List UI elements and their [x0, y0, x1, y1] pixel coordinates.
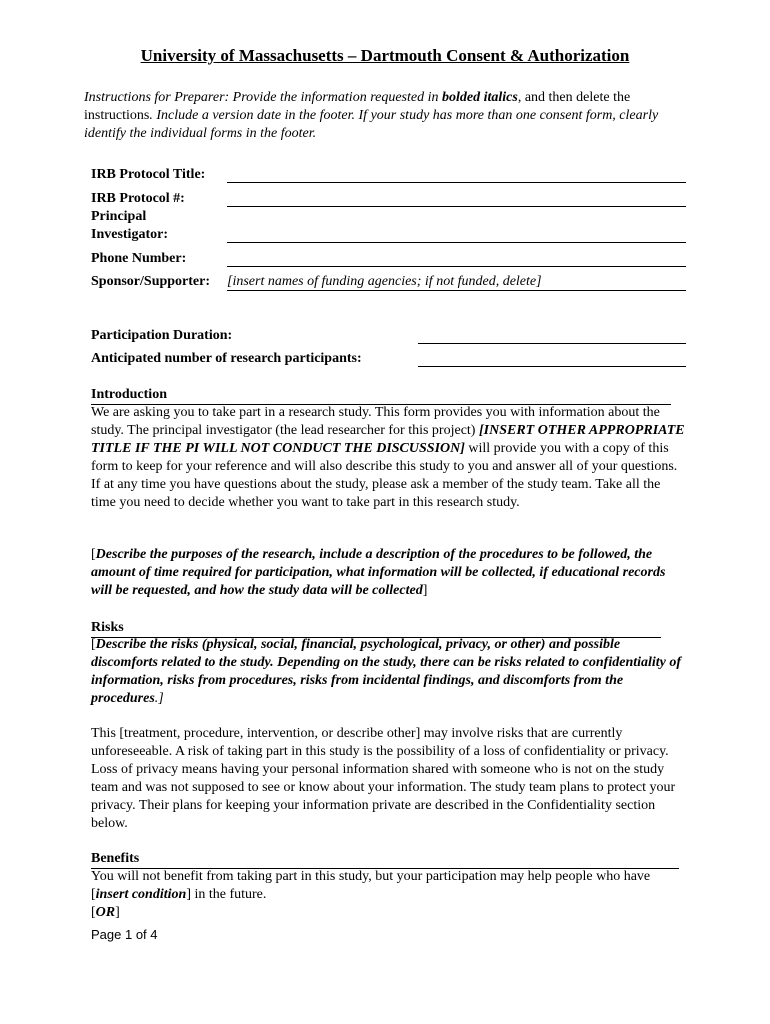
- intro-text-c: will provide you with a copy of this form to keep for your reference and will also describe this study to you and answer all of your questions. If at any time you have questions about the study, please ask a member of the study team. Take all the time you need to decide whether you want to take part in this research study.: [91, 441, 678, 510]
- sponsor-value: [insert names of funding agencies; if not funded, delete]: [227, 274, 542, 289]
- document-title: University of Massachusetts – Dartmouth Consent & Authorization: [140, 46, 630, 65]
- benefits-condition: insert condition: [95, 887, 187, 902]
- intro-text-a: We are asking you to take part in a research study. This form provides you with information about the study. The principal investigator (the lead researcher for this project): [91, 405, 660, 438]
- pi-label-line1: Principal: [91, 209, 147, 224]
- instructions-text-2: , and then delete the instructions: [84, 90, 631, 123]
- pi-label-line2: Investigator:: [91, 227, 168, 242]
- duration-label: Participation Duration:: [91, 328, 233, 343]
- or-text: OR: [95, 905, 116, 920]
- benefits-paragraph-1: [91, 868, 687, 904]
- participants-field[interactable]: [418, 366, 686, 367]
- risks-bracket-open: [: [91, 637, 96, 652]
- benefits-text-c: ] in the future.: [186, 887, 267, 902]
- intro-bracket-close: ]: [422, 583, 428, 598]
- irb-number-field[interactable]: [227, 206, 686, 207]
- benefits-or-line: [91, 904, 687, 922]
- irb-title-field[interactable]: [227, 182, 686, 183]
- intro-text-bold: [INSERT OTHER APPROPRIATE TITLE IF THE PI WILL NOT CONDUCT THE DISCUSSION]: [91, 423, 685, 456]
- or-bracket-close: ]: [115, 905, 120, 920]
- phone-label: Phone Number:: [91, 251, 187, 266]
- benefits-text-a: You will not benefit from taking part in this study, but your participation may help people who have [: [91, 869, 651, 902]
- instructions-text-3: . Include a version date in the footer. If your study has more than one consent form, clearly identify the individual forms in the footer.: [84, 108, 659, 141]
- instructions-bold: bolded italics: [442, 90, 518, 105]
- irb-title-label: IRB Protocol Title:: [91, 167, 206, 182]
- duration-field[interactable]: [418, 343, 686, 344]
- risks-heading: Risks: [91, 619, 661, 638]
- irb-number-label: IRB Protocol #:: [91, 191, 185, 206]
- participants-label: Anticipated number of research participants:: [91, 351, 362, 366]
- or-bracket-open: [: [91, 905, 96, 920]
- introduction-paragraph-1: [91, 404, 687, 512]
- intro-bracket-open: [: [91, 547, 96, 562]
- benefits-heading: Benefits: [91, 850, 679, 869]
- page-footer: Page 1 of 4: [91, 927, 158, 942]
- pi-field[interactable]: [227, 242, 686, 243]
- sponsor-label: Sponsor/Supporter:: [91, 274, 211, 289]
- phone-field[interactable]: [227, 266, 686, 267]
- risks-bracket-close: .]: [154, 691, 164, 706]
- instructions-text-1: Instructions for Preparer: Provide the information requested in: [84, 90, 442, 105]
- risks-description-text: Describe the risks (physical, social, financial, psychological, privacy, or other) and possible discomforts related to the study. Depending on the study, there can be risks related to confidentiality of information, risks from procedures, risks from incidental findings, and discomforts from the procedures: [91, 637, 682, 706]
- introduction-heading: Introduction: [91, 386, 671, 405]
- risks-paragraph-1: [91, 636, 687, 708]
- sponsor-field[interactable]: [227, 290, 686, 291]
- risks-paragraph-2: This [treatment, procedure, intervention, or describe other] may involve risks that are currently unforeseeable. A risk of taking part in this study is the possibility of a loss of confidentiality or privacy. Loss of privacy means having your personal information shared with someone who is not on the study team and was not supposed to see or know about your information. The study team plans to protect your privacy. Their plans for keeping your information private are described in the Confidentiality section below.: [91, 726, 676, 831]
- intro-purpose-text: Describe the purposes of the research, include a description of the procedures to be followed, the amount of time required for participation, what information will be collected, if educational records will be requested, and how the study data will be collected: [91, 547, 666, 598]
- introduction-paragraph-2: [91, 546, 687, 600]
- preparer-instructions: [84, 89, 684, 143]
